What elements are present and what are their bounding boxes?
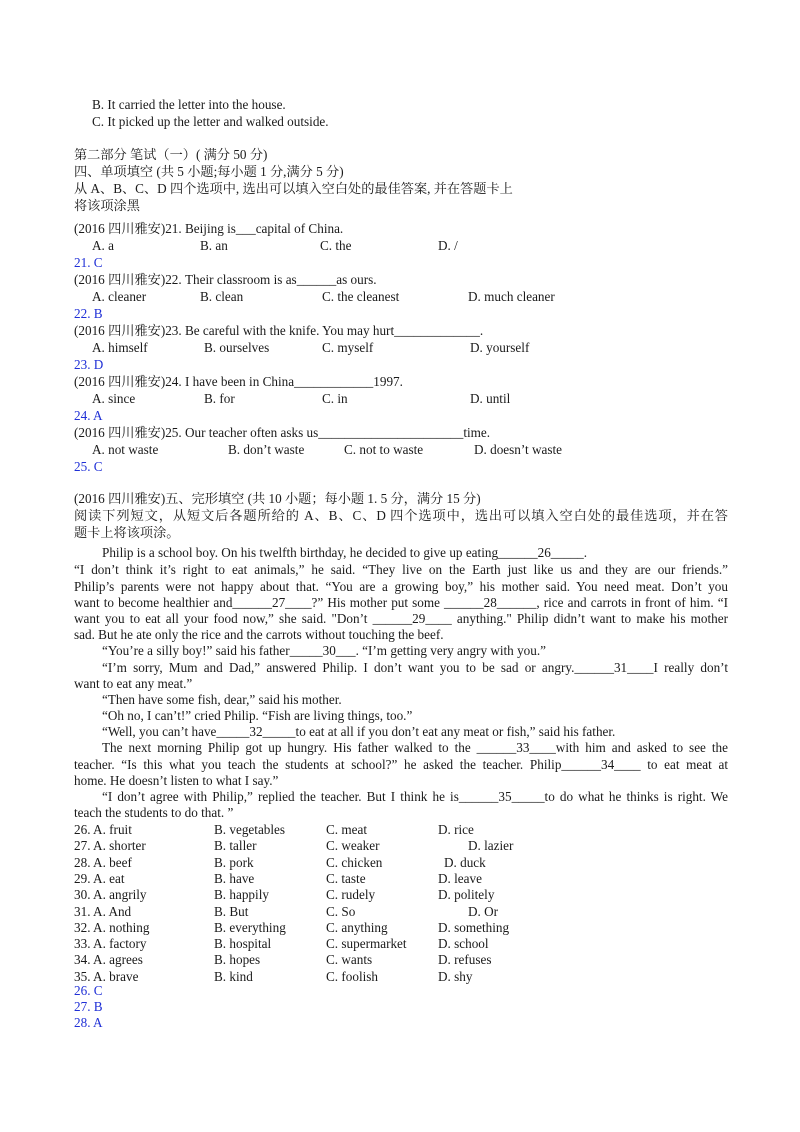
answer-key: 22. B bbox=[74, 306, 103, 321]
option: B. an bbox=[200, 238, 228, 253]
question-stem: (2016 四川雅安)24. I have been in China____________1997. bbox=[74, 374, 403, 389]
passage-line: home. He doesn’t listen to what I say.” bbox=[74, 773, 279, 788]
cloze-option: D. refuses bbox=[438, 952, 492, 968]
section-instruction: 将该项涂黑 bbox=[74, 198, 140, 213]
cloze-option: B. But bbox=[214, 903, 249, 919]
cloze-option: 33. A. factory bbox=[74, 936, 147, 952]
option: A. himself bbox=[92, 340, 148, 355]
passage-line: want to eat any meat.” bbox=[74, 676, 193, 691]
answer-key: 27. B bbox=[74, 999, 103, 1014]
option: A. cleaner bbox=[92, 289, 147, 304]
option: B. for bbox=[204, 391, 235, 406]
cloze-option: B. kind bbox=[214, 968, 253, 984]
cloze-option: B. vegetables bbox=[214, 822, 286, 837]
passage-line: “I’m sorry, Mum and Dad,” answered Philip. I don’t want you to be sad or angry.______31____I really don’t bbox=[102, 660, 728, 675]
option: D. doesn’t waste bbox=[474, 442, 563, 457]
cloze-option: B. hopes bbox=[214, 952, 261, 968]
answer-key: 23. D bbox=[74, 357, 104, 372]
cloze-option: B. everything bbox=[214, 919, 286, 935]
section-instruction: 阅读下列短文，从短文后各题所给的 A、B、C、D 四个选项中，选出可以填入空白处的最佳选项，并在答 bbox=[74, 508, 728, 523]
cloze-option: C. meat bbox=[326, 822, 368, 837]
option: A. since bbox=[92, 391, 136, 406]
question-options bbox=[0, 442, 800, 458]
cloze-option: C. weaker bbox=[326, 838, 380, 854]
passage-line: “Then have some fish, dear,” said his mother. bbox=[102, 692, 342, 707]
option: A. not waste bbox=[92, 442, 159, 457]
question-options bbox=[0, 391, 800, 407]
cloze-option: 35. A. brave bbox=[74, 968, 139, 984]
passage-line: “Oh no, I can’t!” cried Philip. “Fish are living things, too.” bbox=[102, 708, 413, 723]
passage-line: want you to eat all your food now,” she said. "Don’t ______29____ anything." Philip didn’t want to make his mother bbox=[74, 611, 728, 626]
option: D. / bbox=[438, 238, 458, 253]
cloze-option: D. Or bbox=[468, 903, 499, 919]
option: D. much cleaner bbox=[468, 289, 555, 304]
cloze-option: 26. A. fruit bbox=[74, 822, 132, 837]
cloze-option: 28. A. beef bbox=[74, 854, 132, 870]
section-instruction: 从 A、B、C、D 四个选项中, 选出可以填入空白处的最佳答案, 并在答题卡上 bbox=[74, 181, 513, 196]
cloze-option: D. shy bbox=[438, 968, 473, 984]
cloze-option: 29. A. eat bbox=[74, 870, 125, 886]
cloze-option: D. lazier bbox=[468, 838, 514, 854]
answer-key: 25. C bbox=[74, 459, 103, 474]
cloze-option: C. foolish bbox=[326, 968, 379, 984]
passage-line: teacher. “Is this what you teach the students at school?” he asked the teacher. Philip______34____ to eat meat at bbox=[74, 757, 728, 772]
cloze-option: C. taste bbox=[326, 870, 366, 886]
cloze-option: C. anything bbox=[326, 919, 388, 935]
option: C. myself bbox=[322, 340, 374, 355]
question-options bbox=[0, 340, 800, 356]
option: B. ourselves bbox=[204, 340, 270, 355]
option-line: C. It picked up the letter and walked outside. bbox=[92, 114, 329, 129]
question-options bbox=[0, 238, 800, 254]
passage-line: want to become healthier and______27____?” His mother put some ______28______, rice and carrots in front of him. “I bbox=[74, 595, 728, 610]
answer-key: 28. A bbox=[74, 1015, 103, 1030]
cloze-option: B. pork bbox=[214, 854, 254, 870]
option: B. don’t waste bbox=[228, 442, 305, 457]
passage-line: “I don’t agree with Philip,” replied the teacher. But I think he is______35_____to do what he thinks is right. We bbox=[102, 789, 728, 804]
cloze-option: 32. A. nothing bbox=[74, 919, 150, 935]
passage-line: “I don’t think it’s right to eat animals,” he said. “They live on the Earth just like us and they are our friends.” bbox=[74, 562, 728, 577]
question-stem: (2016 四川雅安)21. Beijing is___capital of China. bbox=[74, 221, 344, 236]
section-heading: (2016 四川雅安)五、完形填空 (共 10 小题；每小题 1. 5 分，满分 15 分) bbox=[74, 491, 481, 506]
passage-line: Philip’s parents were not happy about that. “You are a growing boy,” his mother said. You need meat. Don’t you bbox=[74, 579, 728, 594]
cloze-option: B. happily bbox=[214, 887, 269, 903]
cloze-option: D. rice bbox=[438, 822, 474, 837]
option: C. not to waste bbox=[344, 442, 424, 457]
cloze-option: C. supermarket bbox=[326, 936, 407, 952]
option: B. clean bbox=[200, 289, 244, 304]
question-stem: (2016 四川雅安)22. Their classroom is as______as ours. bbox=[74, 272, 377, 287]
cloze-option: 27. A. shorter bbox=[74, 838, 146, 854]
option: C. the cleanest bbox=[322, 289, 400, 304]
cloze-option: C. chicken bbox=[326, 854, 383, 870]
cloze-option: 31. A. And bbox=[74, 903, 132, 919]
question-stem: (2016 四川雅安)25. Our teacher often asks us______________________time. bbox=[74, 425, 491, 440]
passage-line: The next morning Philip got up hungry. His father walked to the ______33____with him and asked to see the bbox=[102, 740, 728, 755]
cloze-option: 30. A. angrily bbox=[74, 887, 147, 903]
cloze-option: D. politely bbox=[438, 887, 495, 903]
cloze-option: 34. A. agrees bbox=[74, 952, 143, 968]
passage-line: sad. But he ate only the rice and the carrots without touching the beef. bbox=[74, 627, 444, 642]
part-heading: 第二部分 笔试（一）( 满分 50 分) bbox=[74, 147, 268, 162]
question-stem: (2016 四川雅安)23. Be careful with the knife. You may hurt_____________. bbox=[74, 323, 484, 338]
option: D. until bbox=[470, 391, 511, 406]
cloze-option: D. leave bbox=[438, 870, 482, 886]
section-instruction: 题卡上将该项涂。 bbox=[74, 525, 180, 540]
cloze-option: B. hospital bbox=[214, 936, 272, 952]
answer-key: 26. C bbox=[74, 983, 103, 998]
cloze-option: D. school bbox=[438, 936, 489, 952]
passage-line: Philip is a school boy. On his twelfth birthday, he decided to give up eating______26_____. bbox=[102, 545, 588, 560]
cloze-option: D. duck bbox=[444, 854, 486, 870]
cloze-option: C. rudely bbox=[326, 887, 376, 903]
cloze-option: C. So bbox=[326, 903, 356, 919]
passage-line: “You’re a silly boy!” said his father_____30___. “I’m getting very angry with you.” bbox=[102, 643, 547, 658]
passage-line: “Well, you can’t have_____32_____to eat at all if you don’t eat any meat or fish,” said his father. bbox=[102, 724, 616, 739]
answer-key: 24. A bbox=[74, 408, 103, 423]
question-options bbox=[0, 289, 800, 305]
cloze-option: D. something bbox=[438, 919, 510, 935]
cloze-option: B. taller bbox=[214, 838, 257, 854]
cloze-option: B. have bbox=[214, 870, 255, 886]
answer-key: 21. C bbox=[74, 255, 103, 270]
option: A. a bbox=[92, 238, 114, 253]
option: C. the bbox=[320, 238, 352, 253]
option-line: B. It carried the letter into the house. bbox=[92, 97, 286, 112]
passage-line: teach the students to do that. ” bbox=[74, 805, 234, 820]
section-heading: 四、单项填空 (共 5 小题;每小题 1 分,满分 5 分) bbox=[74, 164, 344, 179]
cloze-option: C. wants bbox=[326, 952, 373, 968]
option: D. yourself bbox=[470, 340, 530, 355]
option: C. in bbox=[322, 391, 348, 406]
